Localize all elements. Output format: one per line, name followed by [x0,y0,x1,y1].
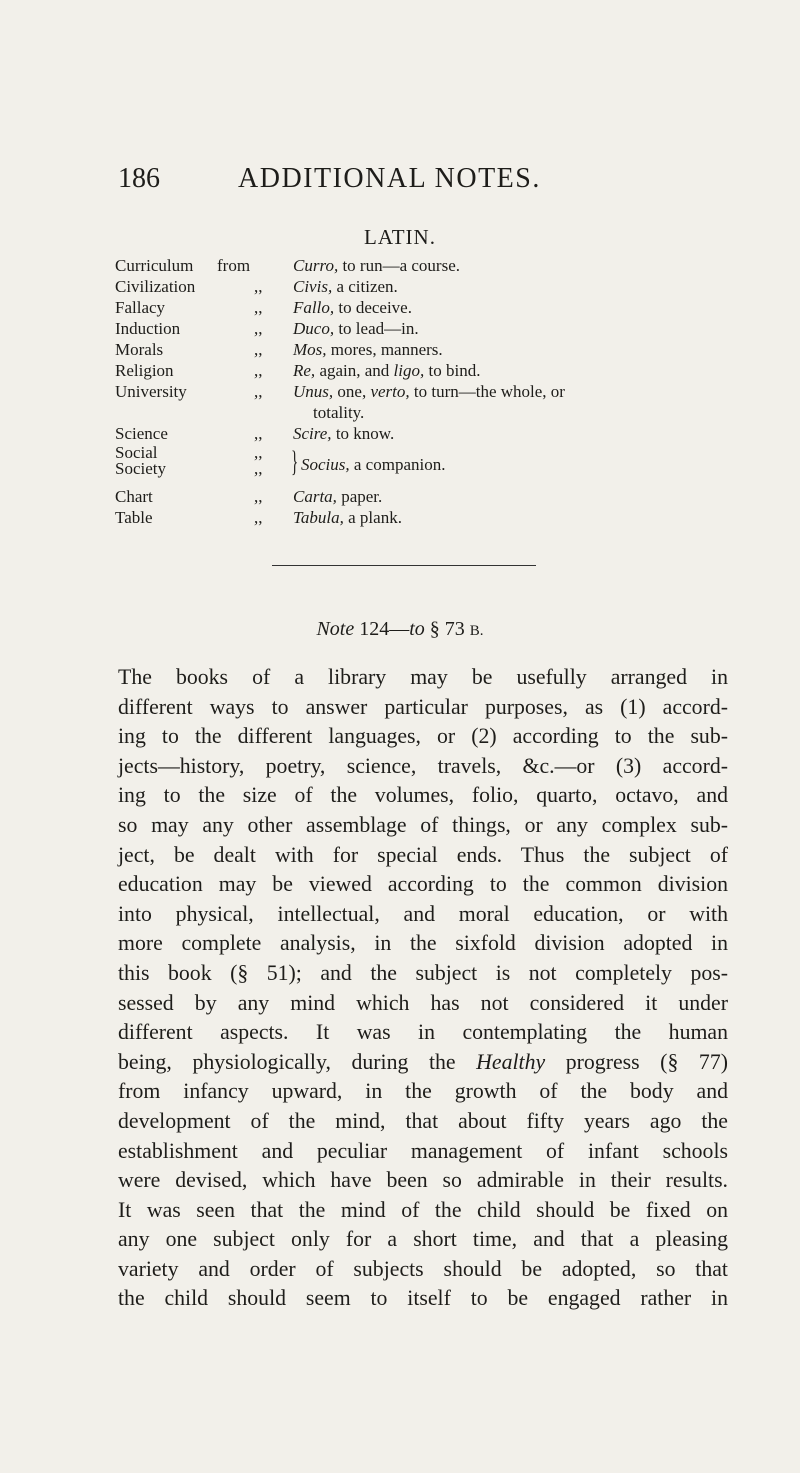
note-number: 124— [359,618,410,640]
vocab-etymology [293,255,800,276]
page-number: 186 [118,163,160,194]
vocab-row [115,255,795,276]
body-line: more complete analysis, in the sixfold division adopted in [118,931,728,956]
vocab-row [115,360,795,381]
latin-gloss-2: to turn—the whole, or [409,382,565,401]
vocab-term: Civilization [115,277,196,296]
brace-glyph: } [291,445,299,478]
vocab-term: Induction [115,319,181,338]
vocab-term: Social [115,443,158,462]
vocab-etymology [293,507,800,528]
body-line: different ways to answer particular purposes, as (1) accord- [118,694,728,719]
vocab-term: University [115,382,187,401]
body-line: were devised, which have been so admirable in their results. [118,1168,728,1193]
vocab-term: Science [115,424,168,443]
section-divider [272,565,536,566]
body-line: variety and order of subjects should be adopted, so that [118,1256,728,1281]
latin-root: Mos, [293,340,327,359]
body-line-end: progress (§ 77) [545,1049,728,1074]
ditto-mark: ,, [254,459,263,478]
latin-gloss: to deceive. [334,298,412,317]
page-header [0,163,800,203]
ditto-mark: ,, [254,319,263,338]
latin-gloss: paper. [336,487,383,506]
note-section: § 73 [429,618,465,640]
vocab-row-braced-pair [115,444,795,486]
vocab-row [115,318,795,339]
latin-gloss: a plank. [343,508,402,527]
vocab-etymology [293,276,800,297]
latin-gloss: mores, manners. [326,340,443,359]
body-line: ject, be dealt with for special ends. Thus the subject of [118,842,728,867]
ditto-mark: ,, [254,340,263,359]
vocab-row [115,339,795,360]
vocab-etymology [293,486,800,507]
section-title: LATIN. [364,225,436,249]
note-heading [0,618,800,641]
latin-root: Carta, [293,487,337,506]
vocab-term: Table [115,508,153,527]
latin-root: Duco, [293,319,335,338]
vocab-term: Fallacy [115,298,166,317]
etymology-continuation: totality. [313,403,365,422]
latin-root: Fallo, [293,298,335,317]
ditto-mark: ,, [254,443,263,462]
latin-gloss: to run—a course. [338,256,461,275]
latin-gloss-2: to bind. [424,361,481,380]
body-line: into physical, intellectual, and moral education, or with [118,901,728,926]
body-line: this book (§ 51); and the subject is not completely pos- [118,960,728,985]
body-line: jects—history, poetry, science, travels, &c.—or (3) accord- [118,753,728,778]
vocab-row [115,297,795,318]
note-to: to [409,618,425,640]
vocab-row [115,276,795,297]
body-line: ing to the different languages, or (2) according to the sub- [118,724,728,749]
body-line: from infancy upward, in the growth of the body and [118,1079,728,1104]
ditto-mark: ,, [254,382,263,401]
body-line: so may any other assemblage of things, or any complex sub- [118,812,728,837]
latin-gloss: a companion. [349,455,446,474]
body-line: establishment and peculiar management of infant schools [118,1138,728,1163]
latin-root: Re, [293,361,316,380]
vocab-row [115,381,795,423]
latin-gloss: again, and [315,361,394,380]
latin-root-2: ligo, [393,361,425,380]
latin-gloss: a citizen. [332,277,398,296]
latin-root: Socius, [301,455,350,474]
body-line: any one subject only for a short time, and that a pleasing [118,1227,728,1252]
body-line: development of the mind, that about fifty years ago the [118,1108,728,1133]
vocab-from: from [217,256,251,275]
vocab-row [115,507,795,528]
body-line: education may be viewed according to the common division [118,872,728,897]
vocab-term: Chart [115,487,153,506]
ditto-mark: ,, [254,508,263,527]
latin-vocabulary-list [115,255,795,528]
body-line: different aspects. It was in contemplating the human [118,1020,728,1045]
body-line-start: being, physiologically, during the [118,1049,477,1074]
ditto-mark: ,, [254,298,263,317]
vocab-term: Religion [115,361,174,380]
note-section-letter: B. [469,623,484,639]
vocab-term: Society [115,459,166,478]
latin-gloss: one, [333,382,371,401]
running-head: ADDITIONAL NOTES. [238,163,541,194]
vocab-etymology [301,454,445,475]
vocab-etymology [293,339,800,360]
vocab-etymology [293,423,800,444]
latin-root: Scire, [293,424,332,443]
body-line: the child should seem to itself to be engaged rather in [118,1286,728,1311]
body-line: ing to the size of the volumes, folio, quarto, octavo, and [118,783,728,808]
vocab-etymology [293,318,800,339]
vocab-etymology [293,297,800,318]
ditto-mark: ,, [254,487,263,506]
vocab-etymology [293,381,800,423]
vocab-term: Morals [115,340,164,359]
latin-root: Tabula, [293,508,344,527]
latin-root: Unus, [293,382,334,401]
latin-gloss: to lead—in. [334,319,419,338]
body-line: It was seen that the mind of the child should be fixed on [118,1197,728,1222]
latin-gloss: to know. [331,424,395,443]
vocab-etymology [293,360,800,381]
ditto-mark: ,, [254,361,263,380]
body-line [118,1048,728,1078]
vocab-row [115,486,795,507]
ditto-mark: ,, [254,277,263,296]
vocab-term: Curriculum [115,256,194,275]
latin-root: Curro, [293,256,339,275]
latin-root: Civis, [293,277,333,296]
note-body [118,663,728,1314]
latin-root-2: verto, [370,382,410,401]
body-italic-word: Healthy [476,1049,546,1074]
vocab-row [115,423,795,444]
body-line: sessed by any mind which has not considered it under [118,990,728,1015]
ditto-mark: ,, [254,424,263,443]
note-label: Note [316,618,355,640]
body-line: The books of a library may be usefully arranged in [118,665,728,689]
